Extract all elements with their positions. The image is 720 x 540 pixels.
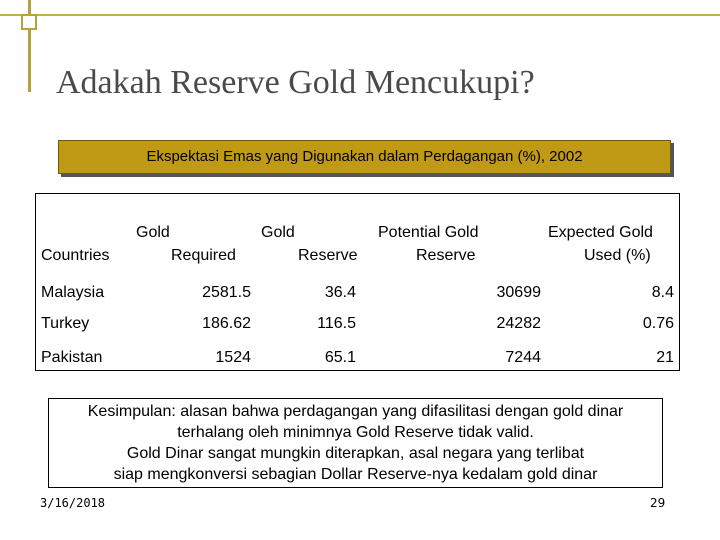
row-country: Turkey [41,315,90,332]
header-gold-required-line1: Gold [136,224,170,241]
row-gold-required: 186.62 [202,315,251,332]
header-expected-line2: Used (%) [584,247,651,264]
data-table [35,193,680,371]
header-countries: Countries [41,247,110,264]
conclusion-line: terhalang oleh minimnya Gold Reserve tidak valid. [177,424,534,441]
row-gold-required: 2581.5 [202,284,251,301]
header-expected-line1: Expected Gold [548,224,653,241]
conclusion-line: siap mengkonversi sebagian Dollar Reserve-nya kedalam gold dinar [113,466,598,483]
row-country: Pakistan [41,349,103,366]
decorative-corner-square [21,14,37,30]
row-expected: 8.4 [651,284,674,301]
conclusion-box [48,398,663,488]
row-gold-reserve: 116.5 [317,315,356,332]
slide-title: Adakah Reserve Gold Mencukupi? [56,64,535,101]
header-gold-reserve-line1: Gold [261,224,295,241]
conclusion-line: Gold Dinar sangat mungkin diterapkan, asal negara yang terlibat [126,445,585,462]
page-number: 29 [650,496,666,510]
conclusion-line: Kesimpulan: alasan bahwa perdagangan yang difasilitasi dengan gold dinar [87,403,624,420]
decorative-top-line [0,14,720,16]
row-potential: 24282 [496,315,541,332]
row-potential: 30699 [496,284,541,301]
header-gold-reserve-line2: Reserve [298,247,358,264]
header-potential-line1: Potential Gold [378,224,479,241]
row-gold-required: 1524 [215,349,251,366]
header-gold-required-line2: Required [171,247,236,264]
header-potential-line2: Reserve [416,247,476,264]
row-potential: 7244 [505,349,541,366]
row-expected: 0.76 [642,315,674,332]
row-gold-reserve: 36.4 [324,284,356,301]
table-caption-banner: Ekspektasi Emas yang Digunakan dalam Perdagangan (%), 2002 [58,140,671,174]
row-expected: 21 [656,349,674,366]
row-gold-reserve: 65.1 [324,349,356,366]
row-country: Malaysia [41,284,105,301]
footer-date: 3/16/2018 [40,496,106,510]
